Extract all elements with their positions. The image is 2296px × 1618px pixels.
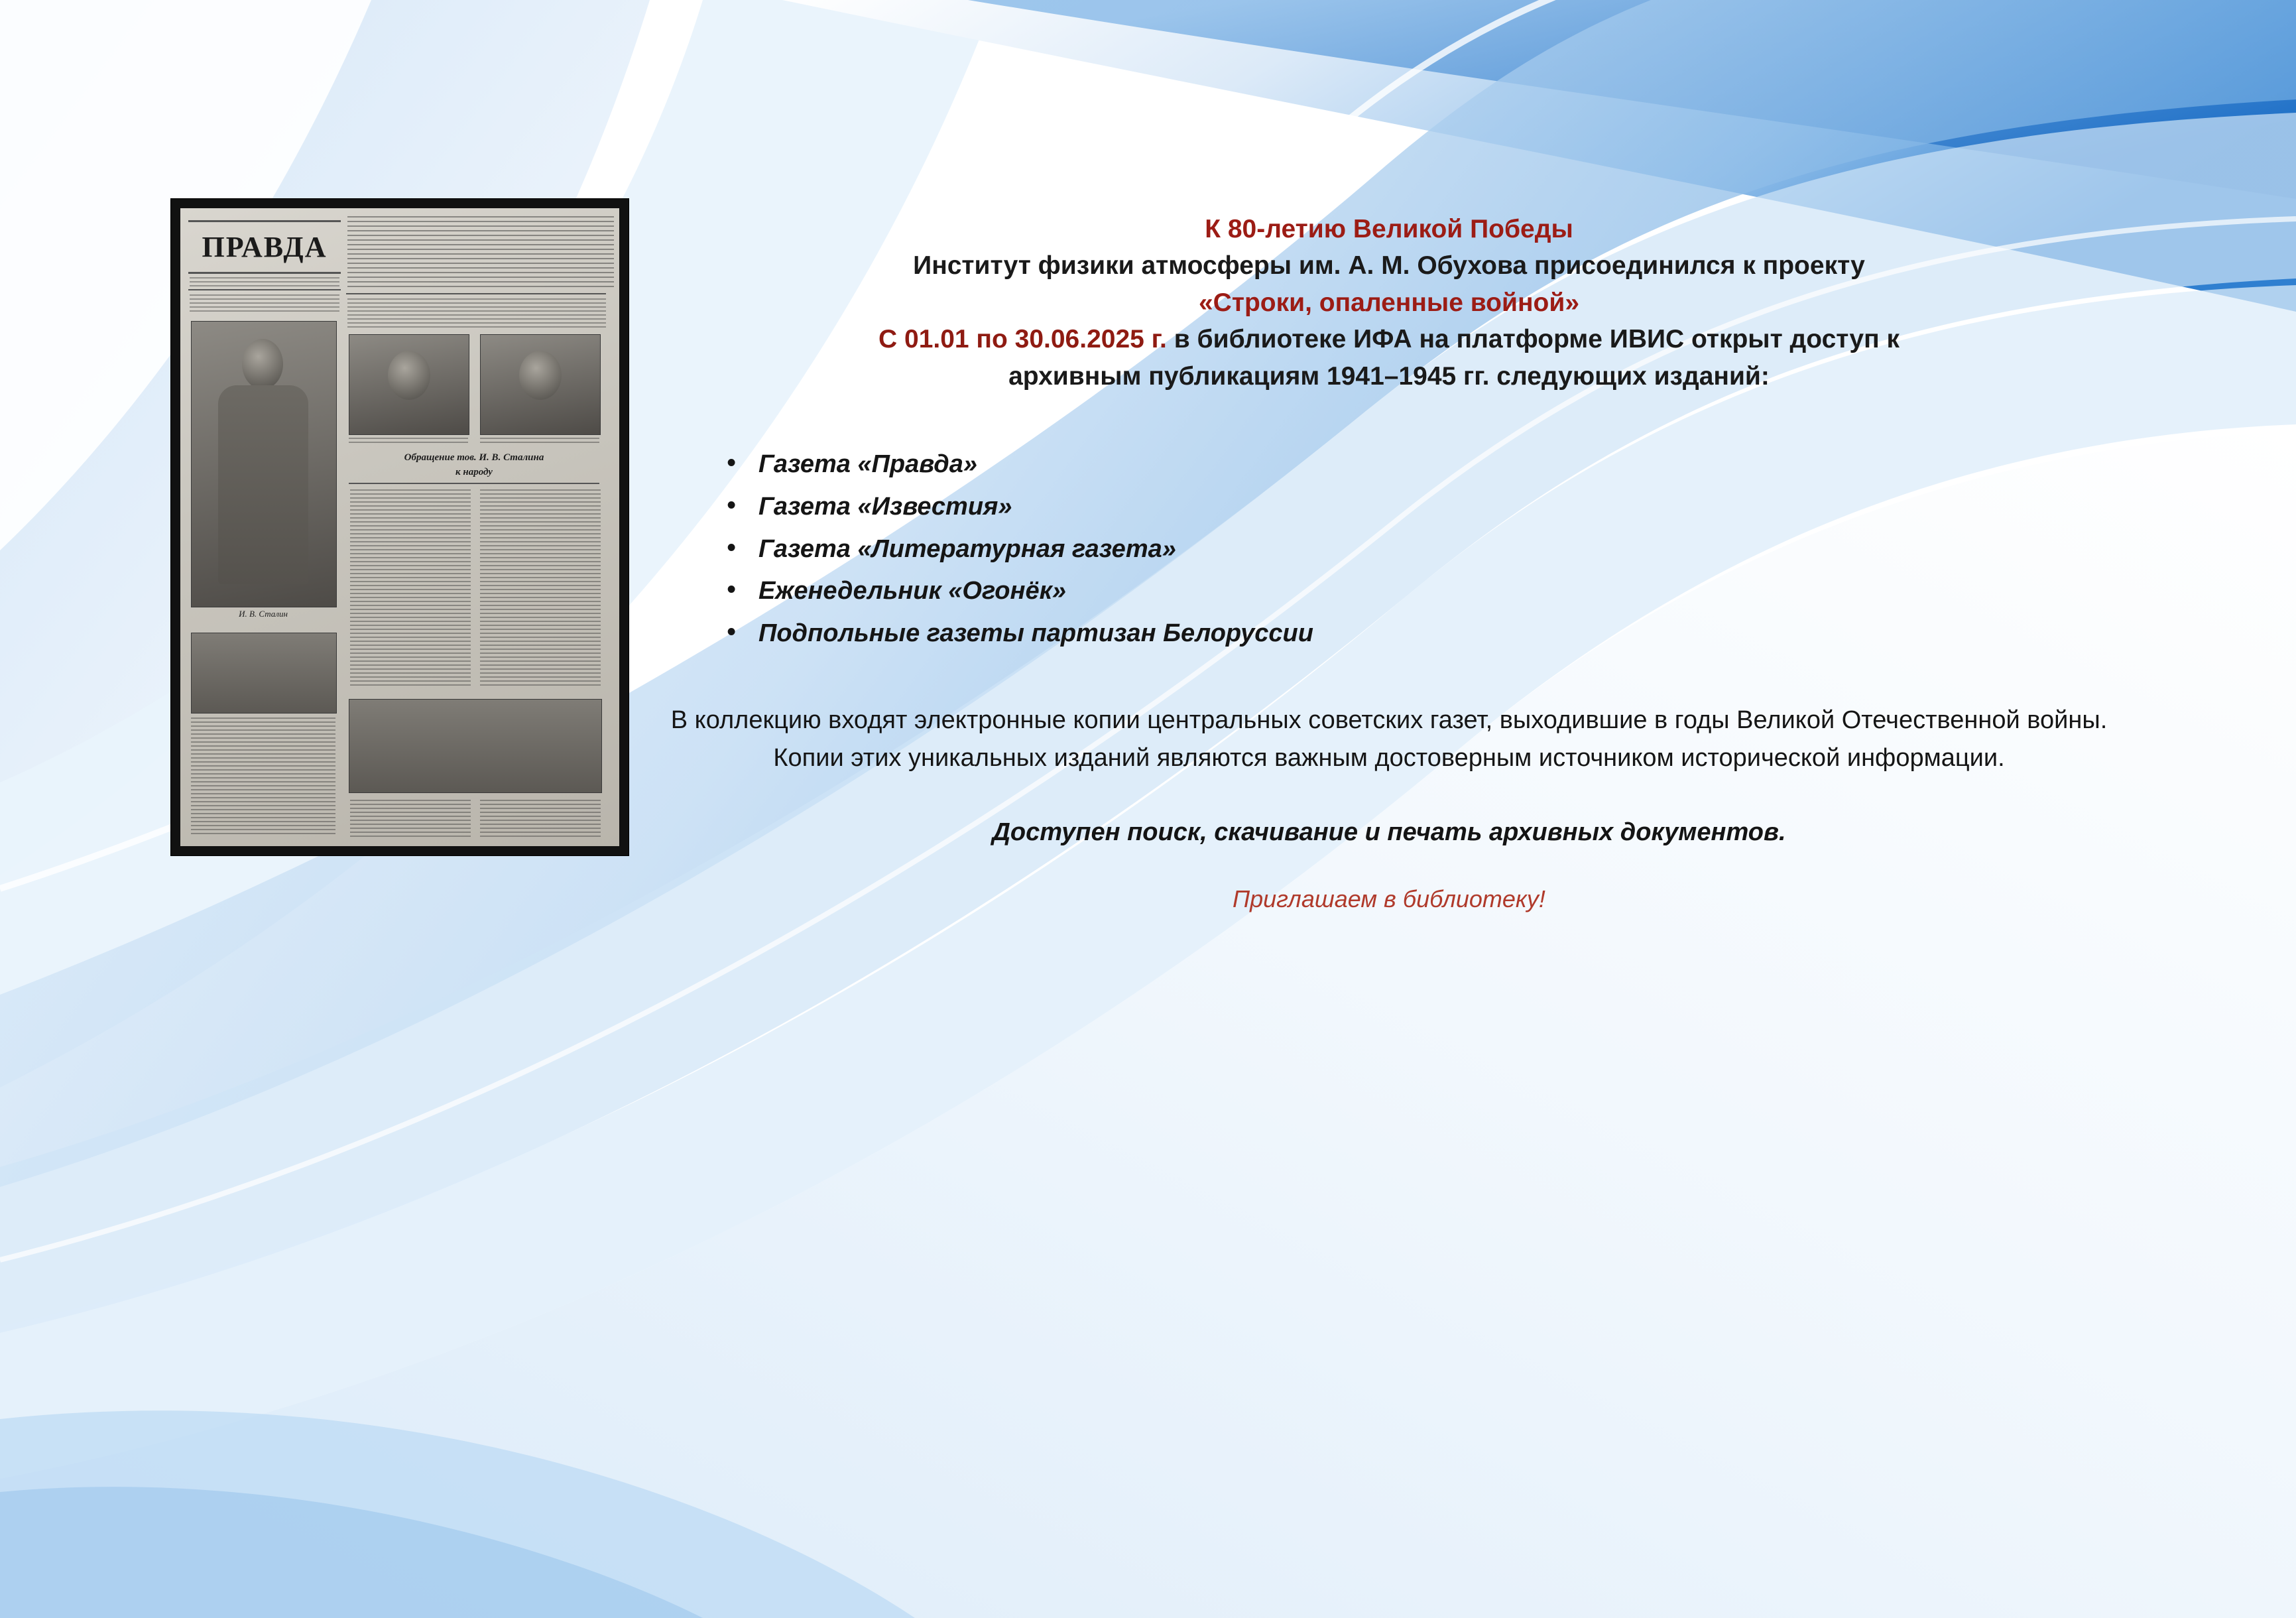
portrait-main-head [242,339,283,389]
masthead-rule-sub [188,289,341,290]
heading-archive-years: архивным публикациям 1941–1945 гг. следующих изданий: [1008,361,1770,391]
list-item: • Газета «Литературная газета» [715,529,2142,571]
portrait-main [191,321,337,607]
portrait-secondary-2-head [519,351,562,400]
masthead-issue-line [190,294,339,312]
heading-access-period [636,321,2142,357]
invitation-note: Приглашаем в библиотеку! [1233,885,1545,913]
editions-list [715,444,2142,655]
address-column-right [480,489,601,688]
collection-description: В коллекцию входят электронные копии центральных советских газет, выходившие в годы Великой Отечественной войны. Копии этих уникальных изданий являются важным достоверным источником исторической информации. [670,706,2108,773]
address-column-left [350,489,471,688]
portrait-secondary-1-head [388,351,430,400]
bottom-column-right [480,800,601,840]
portrait-secondary-1 [349,334,469,435]
heading-access-rest: в библиотеке ИФА на платформе ИВИС открыт доступ к [1166,325,1900,354]
photo-strip-left [191,633,337,714]
portrait-secondary-1-caption [349,438,468,444]
list-item: • Еженедельник «Огонёк» [715,570,2142,613]
newspaper-page [180,208,619,846]
heading-institute: Институт физики атмосферы им. А. М. Обухова присоединился к проекту [913,251,1865,280]
top-banner-text-2 [347,298,606,330]
availability-note: Доступен поиск, скачивание и печать архивных документов. [992,818,1786,847]
lower-left-text [191,717,335,837]
list-item: • Газета «Известия» [715,486,2142,529]
top-banner-rule [346,293,606,294]
newspaper-masthead: ПРАВДА [202,230,328,263]
photo-strip-bottom [349,699,602,793]
address-rule [349,483,599,484]
list-item: • Подпольные газеты партизан Белоруссии [715,613,2142,655]
portrait-secondary-2 [480,334,601,435]
masthead-subline [190,277,339,286]
address-headline-2: к народу [455,467,493,477]
heading-anniversary: К 80-летию Великой Победы [1205,215,1573,243]
newspaper-image [171,199,629,855]
masthead-rule-bottom [188,272,341,274]
portrait-main-body [218,385,308,584]
text-block [636,211,2142,913]
masthead-rule-top [188,220,341,222]
heading-project-name: «Строки, опаленные войной» [1198,288,1580,317]
portrait-secondary-2-caption [480,438,599,444]
bottom-column-left [350,800,471,840]
heading-access-dates: С 01.01 по 30.06.2025 г. [878,325,1167,354]
portrait-main-caption: И. В. Сталин [239,609,288,619]
address-headline-1: Обращение тов. И. В. Сталина [404,452,544,463]
top-banner-text [347,216,614,289]
list-item: • Газета «Правда» [715,444,2142,486]
